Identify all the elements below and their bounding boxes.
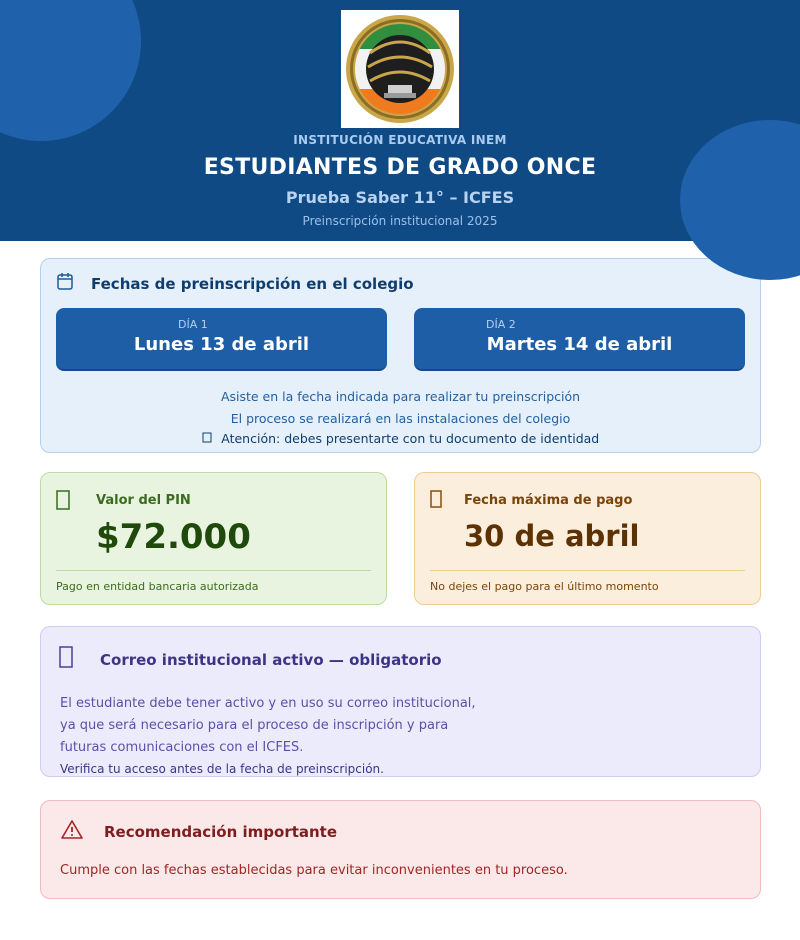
mail-card-body [60,693,500,759]
day-1-box [56,308,387,371]
divider [430,570,745,571]
page-title: ESTUDIANTES DE GRADO ONCE [203,155,597,180]
hourglass-icon [430,489,442,515]
ticket-icon [56,489,70,517]
mail-body-line: futuras comunicaciones con el ICFES. [60,740,304,755]
day-value: Lunes 13 de abril [133,334,310,355]
decorative-circle [0,0,141,141]
payment-label: Fecha máxima de pago [464,493,633,508]
mail-card-note: Verifica tu acceso antes de la fecha de preinscripción. [60,762,384,776]
mail-body-line: El estudiante debe tener activo y en uso su correo institucional, [60,696,476,711]
dates-attention-line [41,431,760,446]
mail-card-title: Correo institucional activo — obligatorio [100,651,442,669]
pin-value: $72.000 [96,517,251,557]
dates-card [40,258,761,453]
dates-info-line: Asiste en la fecha indicada para realizar tu preinscripción [220,389,581,404]
day-label: DÍA 1 [178,318,208,331]
divider [56,570,371,571]
recommendation-body: Cumple con las fechas establecidas para evitar inconvenientes en tu proceso. [60,863,568,878]
institution-name: INSTITUCIÓN EDUCATIVA INEM [293,133,507,147]
mail-card [40,626,761,777]
envelope-icon [59,645,73,676]
school-logo [341,10,459,128]
payment-value: 30 de abril [464,519,640,553]
header-note: Preinscripción institucional 2025 [302,214,498,228]
warning-icon [61,819,83,845]
id-card-icon [202,433,216,446]
school-crest-logo-icon [344,13,456,125]
day-value: Martes 14 de abril [486,334,673,355]
payment-note: No dejes el pago para el último momento [430,580,659,593]
day-2-box [414,308,745,371]
day-label: DÍA 2 [486,318,516,331]
calendar-icon [57,271,73,296]
pin-note: Pago en entidad bancaria autorizada [56,580,259,593]
recommendation-card [40,800,761,899]
mail-body-line: ya que será necesario para el proceso de inscripción y para [60,718,449,733]
payment-card [414,472,761,605]
pin-label: Valor del PIN [96,493,191,508]
dates-card-title: Fechas de preinscripción en el colegio [91,275,414,293]
recommendation-title: Recomendación importante [104,823,338,841]
pin-card [40,472,387,605]
dates-info-line: El proceso se realizará en las instalaciones del colegio [230,411,571,426]
page-subtitle: Prueba Saber 11° – ICFES [285,188,515,207]
attention-text: Atención: debes presentarte con tu documento de identidad [221,431,600,446]
